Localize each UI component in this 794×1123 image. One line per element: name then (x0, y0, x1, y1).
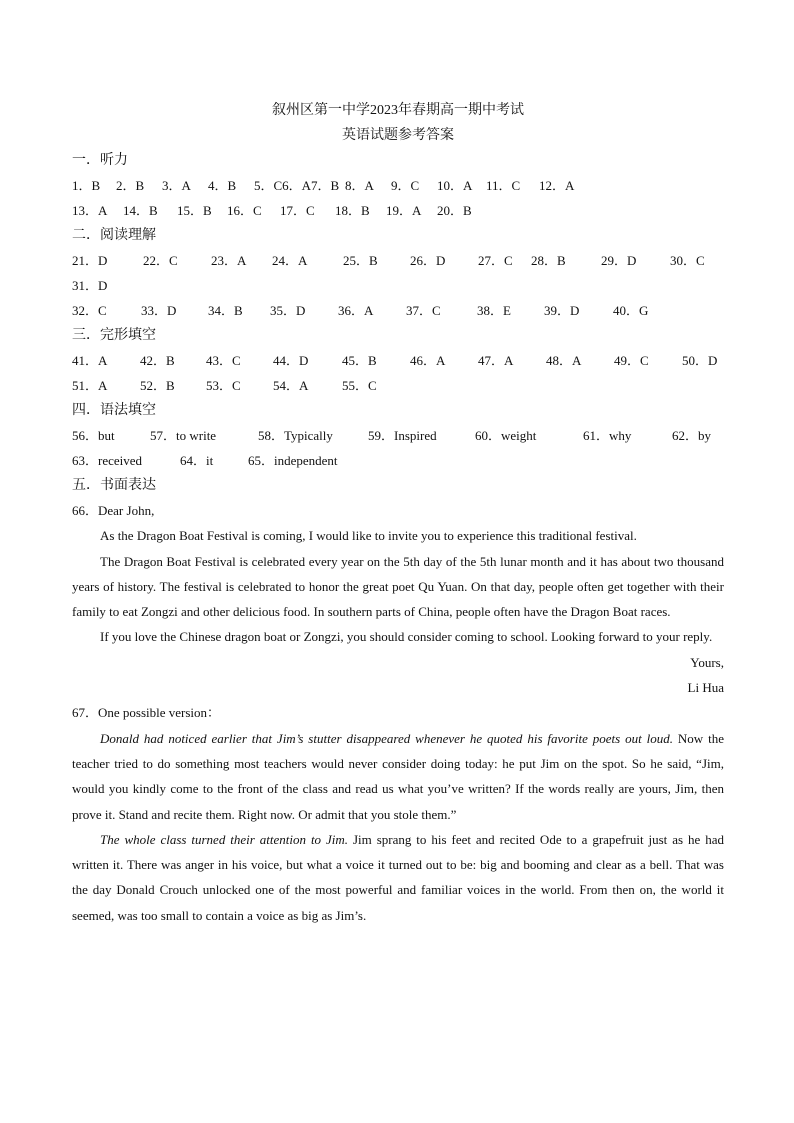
answer-row (72, 298, 724, 323)
answer-item: 55．C (342, 378, 377, 393)
essay-66-closing: Yours, (690, 654, 724, 670)
answer-item: 59．Inspired (368, 428, 437, 443)
answer-item: 14．B (123, 203, 158, 218)
answer-item: 40．G (613, 303, 649, 318)
answer-item: 10．A (437, 178, 473, 193)
answer-item: 5．C6．A (254, 178, 312, 193)
answer-item: 49．C (614, 353, 649, 368)
answer-item: 24．A (272, 253, 308, 268)
section-listening: 一．听力 (72, 153, 128, 168)
answer-item: 48．A (546, 353, 582, 368)
answer-item: 27．C (478, 253, 513, 268)
answer-item: 64．it (180, 453, 214, 468)
answer-item: 3．A (162, 178, 191, 193)
answer-item: 33．D (141, 303, 177, 318)
exam-title: 叙州区第一中学2023年春期高一期中考试 (272, 103, 524, 118)
answer-item: 15．B (177, 203, 212, 218)
answer-row (72, 198, 724, 223)
answer-item: 32．C (72, 303, 107, 318)
answer-item: 35．D (270, 303, 306, 318)
answer-item: 26．D (410, 253, 446, 268)
answer-row (72, 448, 724, 473)
exam-subtitle: 英语试题参考答案 (342, 128, 454, 143)
answer-item: 19．A (386, 203, 422, 218)
answer-item: 47．A (478, 353, 514, 368)
answer-item: 34．B (208, 303, 243, 318)
answer-item: 21．D (72, 253, 108, 268)
answer-item: 7．B (311, 178, 340, 193)
answer-sheet (72, 98, 724, 928)
answer-item: 60．weight (475, 428, 537, 443)
answer-item: 1．B (72, 178, 101, 193)
answer-item: 52．B (140, 378, 175, 393)
answer-item: 42．B (140, 353, 175, 368)
answer-item: 18．B (335, 203, 370, 218)
answer-item: 30．C (670, 253, 705, 268)
essay-66-paragraph-3: If you love the Chinese dragon boat or Zongzi, you should consider coming to school. Looking forward to your reply. (100, 629, 713, 645)
answer-row (72, 348, 724, 373)
essay-67-p1-text: Now the teacher tried to do something most teachers would never consider doing today: he put Jim on the spot. So he said, “Jim, would you kindly come to the front of the class and read us what you’ve written? If the words really are yours, Jim, then prove it. Stand and recite them. Right now. Or admit that you stole them.” (72, 730, 724, 822)
answer-item: 41．A (72, 353, 108, 368)
answer-item: 45．B (342, 353, 377, 368)
answer-item: 43．C (206, 353, 241, 368)
answer-row (72, 423, 724, 448)
answer-row (72, 173, 724, 198)
answer-item: 58．Typically (258, 428, 333, 443)
answer-item: 20．B (437, 203, 472, 218)
answer-item: 65．independent (248, 453, 338, 468)
section-writing: 五．书面表达 (72, 478, 156, 493)
answer-item: 11．C (486, 178, 521, 193)
answer-item: 36．A (338, 303, 374, 318)
answer-item: 63．received (72, 453, 143, 468)
answer-item: 8．A (345, 178, 374, 193)
answer-item: 22．C (143, 253, 178, 268)
answer-item: 57．to write (150, 428, 217, 443)
answer-item: 39．D (544, 303, 580, 318)
answer-row (72, 373, 724, 398)
answer-item: 23．A (211, 253, 247, 268)
essay-66-signature: Li Hua (687, 680, 724, 696)
essay-67-p2-italic: The whole class turned their attention to Jim. (100, 831, 349, 847)
answer-row (72, 248, 724, 273)
answer-item: 9．C (391, 178, 420, 193)
section-reading: 二．阅读理解 (72, 228, 156, 243)
answer-item: 29．D (601, 253, 637, 268)
answer-item: 61．why (583, 428, 632, 443)
essay-67-paragraph-1 (72, 726, 724, 827)
answer-item: 50．D (682, 353, 718, 368)
answer-item: 62．by (672, 428, 712, 443)
answer-item: 2．B (116, 178, 145, 193)
essay-66-paragraph-2: The Dragon Boat Festival is celebrated every year on the 5th day of the 5th lunar month and it has about two thousand years of history. The festival is celebrated to honor the great poet Qu Yuan. On that day, people often get together with their family to eat Zongzi and other delicious food. In southern parts of China, people often have the Dragon Boat races. (72, 553, 724, 620)
answer-item: 56．but (72, 428, 115, 443)
answer-item: 4．B (208, 178, 237, 193)
section-cloze: 三．完形填空 (72, 328, 156, 343)
section-grammar: 四．语法填空 (72, 403, 156, 418)
answer-item: 12．A (539, 178, 575, 193)
answer-item: 25．B (343, 253, 378, 268)
answer-item: 44．D (273, 353, 309, 368)
answer-item: 54．A (273, 378, 309, 393)
answer-row (72, 273, 724, 298)
answer-item: 17．C (280, 203, 315, 218)
essay-66-label: 66．Dear John, (72, 503, 155, 518)
essay-67-p2-text: Jim sprang to his feet and recited Ode to a grapefruit just as he had written it. There was anger in his voice, but what a voice it turned out to be: big and booming and clear as a bell. That was the day Donald Crouch unlocked one of the most powerful and familiar voices in the world. From then on, the world it seemed, was too small to contain a voice as big as Jim’s. (72, 831, 725, 923)
answer-item: 13．A (72, 203, 108, 218)
answer-item: 38．E (477, 303, 511, 318)
answer-item: 51．A (72, 378, 108, 393)
essay-67-p1-italic: Donald had noticed earlier that Jim’s stutter disappeared whenever he quoted his favorite poets out loud. (100, 730, 673, 746)
answer-item: 31．D (72, 278, 108, 293)
essay-67-paragraph-2 (72, 827, 724, 928)
answer-item: 46．A (410, 353, 446, 368)
essay-66-paragraph-1: As the Dragon Boat Festival is coming, I would like to invite you to experience this traditional festival. (100, 528, 637, 544)
answer-item: 28．B (531, 253, 566, 268)
essay-67-label: 67．One possible version： (72, 705, 221, 721)
answer-item: 37．C (406, 303, 441, 318)
answer-item: 16．C (227, 203, 262, 218)
answer-item: 53．C (206, 378, 241, 393)
